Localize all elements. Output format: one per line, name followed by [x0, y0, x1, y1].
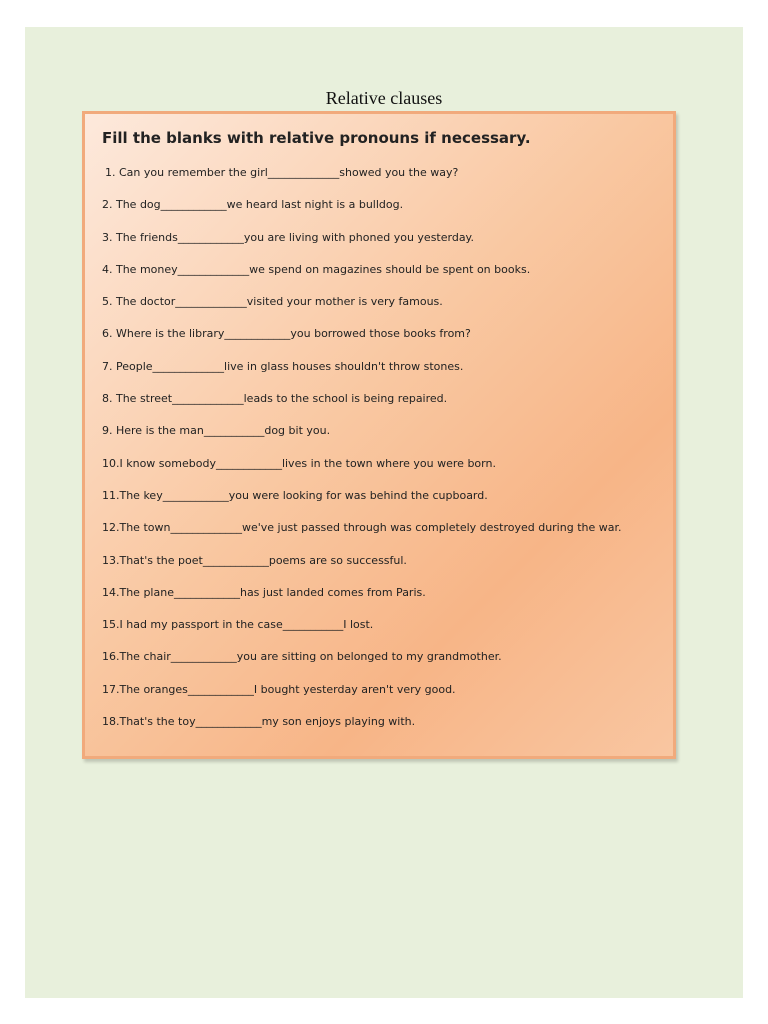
document-title: Relative clauses [325, 88, 443, 108]
exercise-sentence: 9. Here is the man___________dog bit you. [102, 424, 331, 438]
exercise-box [82, 111, 676, 759]
exercise-sentence: 12.The town_____________we've just passed through was completely destroyed during the war. [102, 521, 622, 535]
exercise-sentence: 10.I know somebody____________lives in the town where you were born. [102, 456, 496, 470]
exercise-sentence: 18.That's the toy____________my son enjoys playing with. [102, 715, 416, 729]
exercise-sentence: 15.I had my passport in the case___________I lost. [102, 618, 374, 632]
exercise-instruction: Fill the blanks with relative pronouns if necessary. [102, 129, 531, 147]
exercise-sentence: 7. People_____________live in glass houses shouldn't throw stones. [102, 359, 464, 373]
exercise-sentence: 13.That's the poet____________poems are so successful. [102, 553, 407, 567]
exercise-sentence: 5. The doctor_____________visited your mother is very famous. [102, 295, 443, 309]
exercise-sentence: 2. The dog____________we heard last night is a bulldog. [102, 198, 404, 212]
exercise-sentence: 14.The plane____________has just landed comes from Paris. [102, 585, 426, 599]
exercise-sentence: 3. The friends____________you are living with phoned you yesterday. [102, 230, 474, 244]
exercise-sentence: 17.The oranges____________I bought yesterday aren't very good. [102, 682, 456, 696]
exercise-sentence: 4. The money_____________we spend on magazines should be spent on books. [102, 262, 531, 276]
exercise-list [102, 166, 622, 747]
exercise-sentence: 11.The key____________you were looking for was behind the cupboard. [102, 488, 488, 502]
exercise-sentence: 8. The street_____________leads to the school is being repaired. [102, 392, 448, 406]
exercise-sentence: 1. Can you remember the girl_____________showed you the way? [105, 166, 459, 179]
exercise-sentence: 6. Where is the library____________you borrowed those books from? [102, 327, 471, 341]
exercise-sentence: 16.The chair____________you are sitting on belonged to my grandmother. [102, 650, 502, 664]
document-page [25, 27, 743, 998]
